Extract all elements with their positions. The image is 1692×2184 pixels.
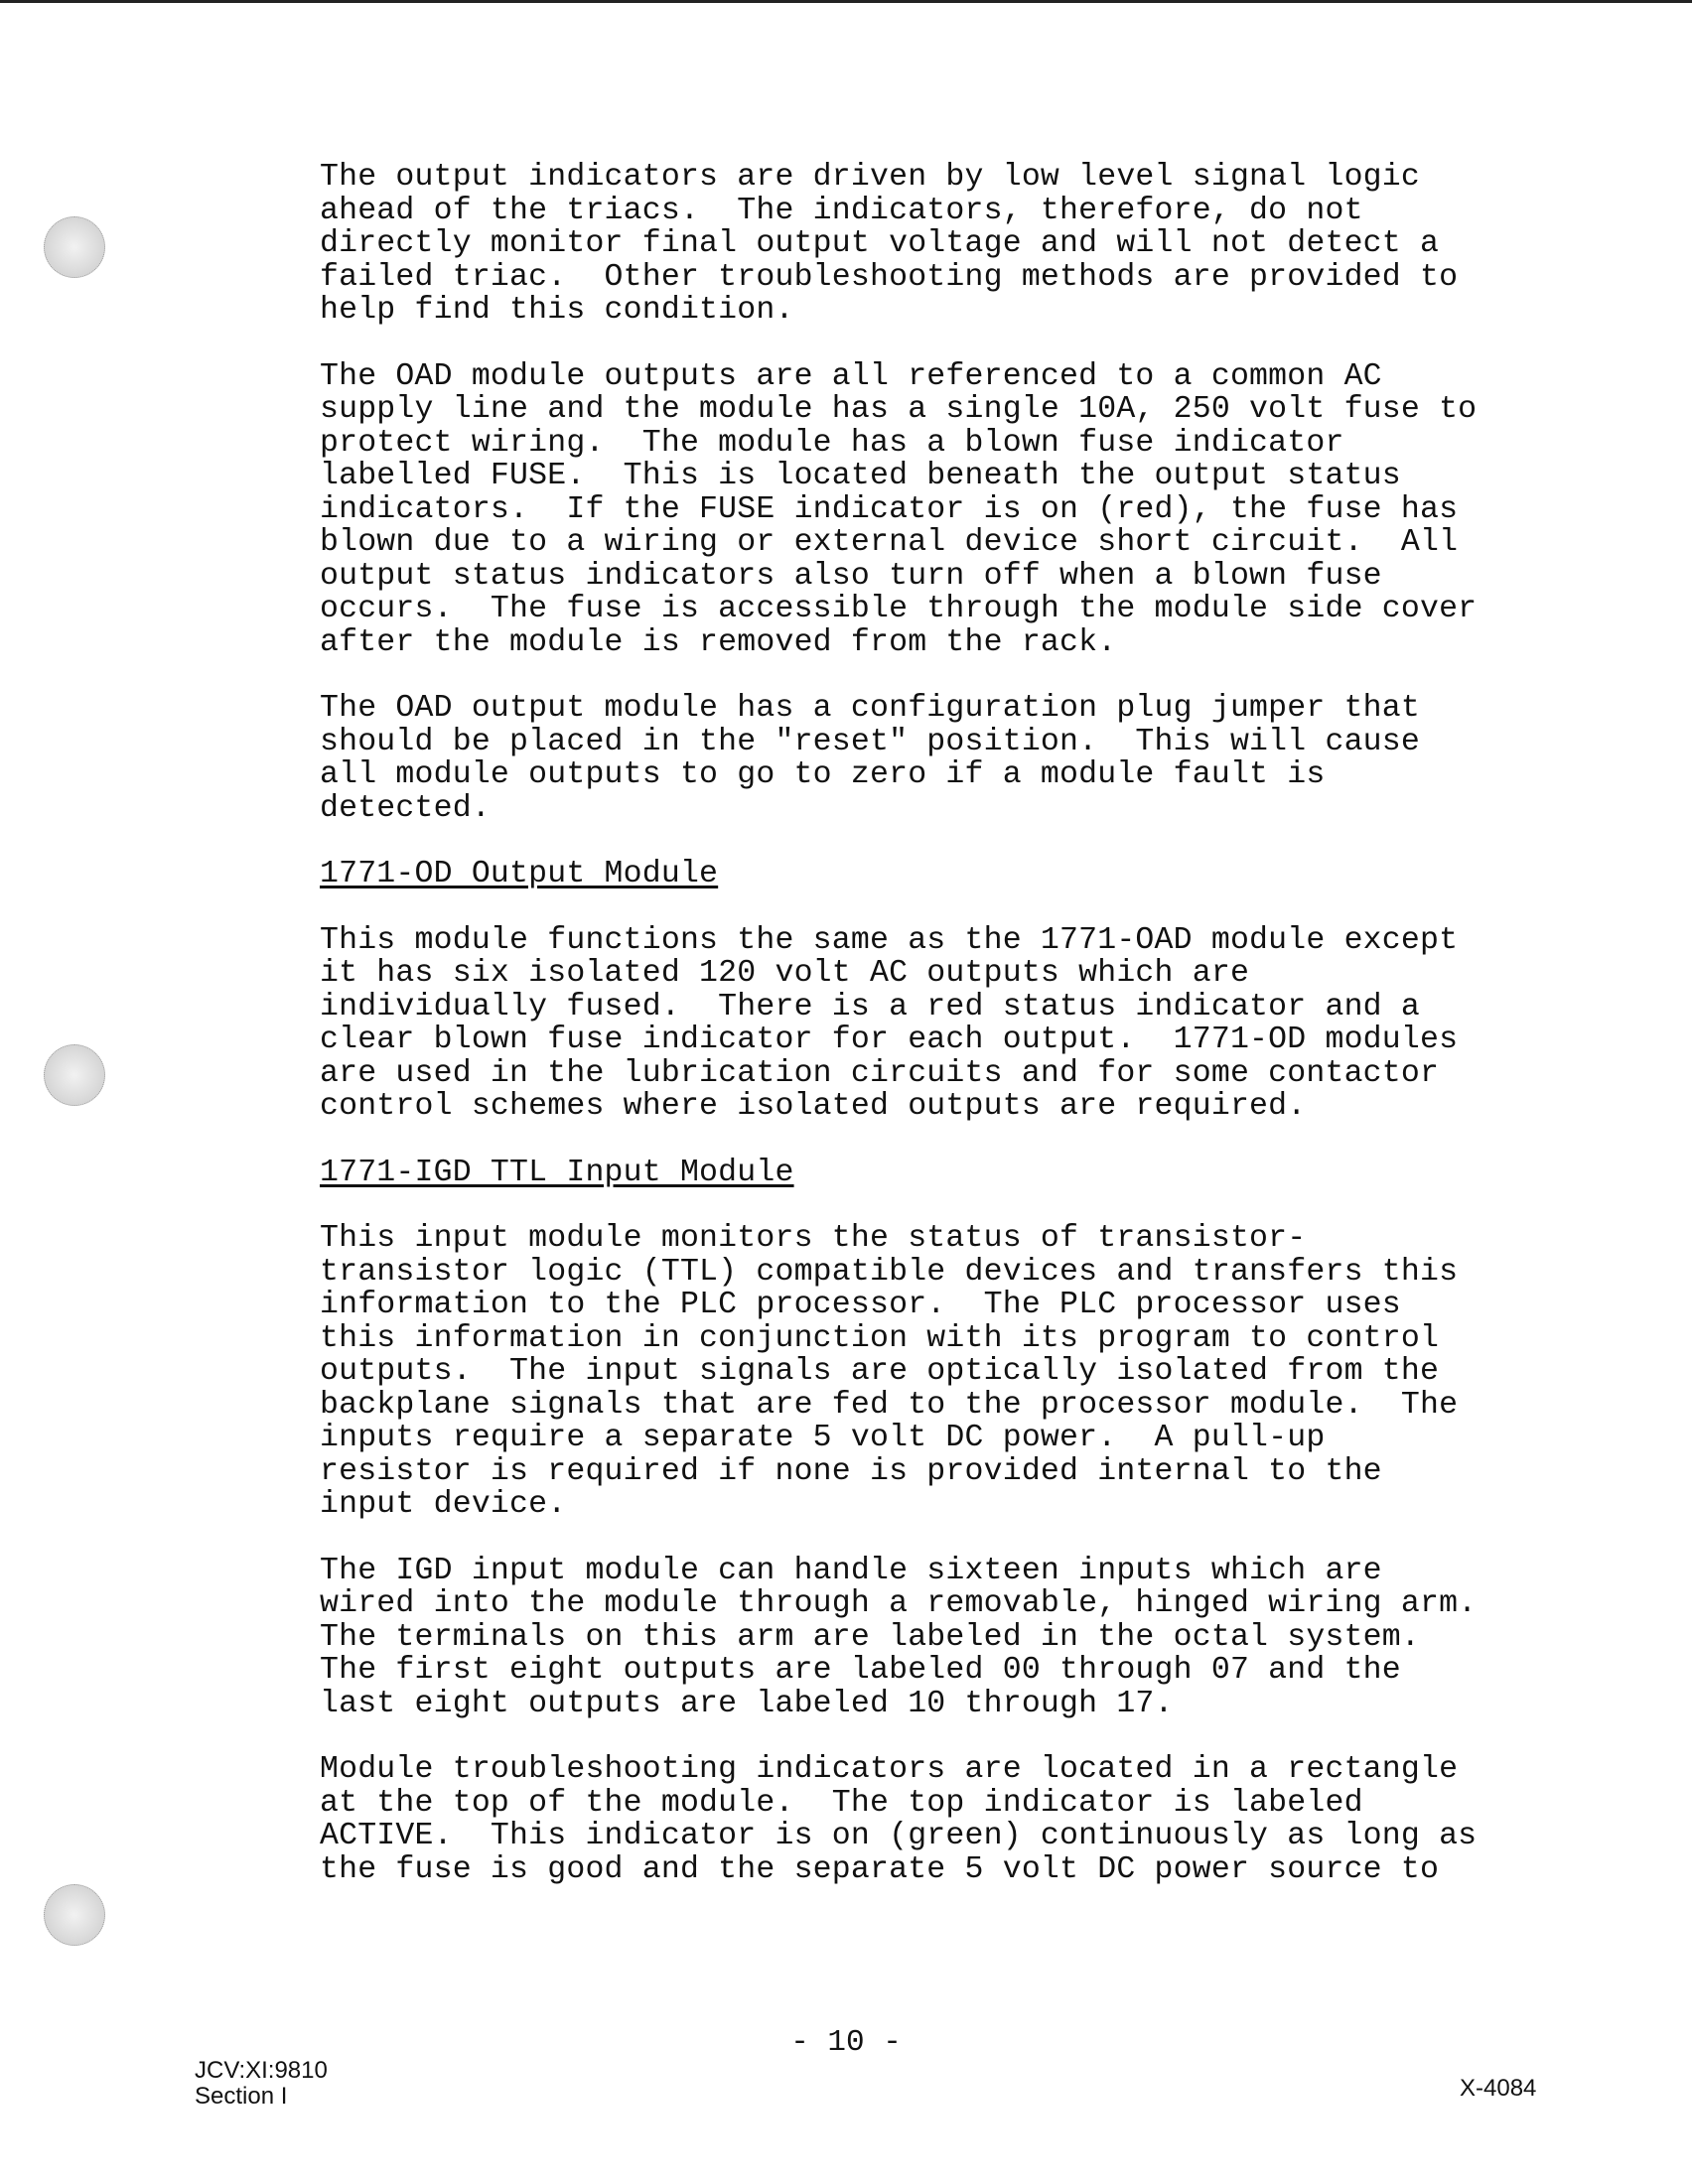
text-line: The first eight outputs are labeled 00 through 07 and the — [320, 1653, 1401, 1688]
text-line: last eight outputs are labeled 10 through 17. — [320, 1686, 1174, 1721]
text-line: blown due to a wiring or external device short circuit. All — [320, 525, 1459, 560]
text-line: supply line and the module has a single 10A, 250 volt fuse to — [320, 392, 1478, 427]
text-line: outputs. The input signals are optically isolated from the — [320, 1354, 1440, 1389]
text-line: control schemes where isolated outputs are required. — [320, 1089, 1307, 1124]
text-line: should be placed in the "reset" position. This will cause — [320, 724, 1420, 759]
section-heading — [320, 858, 1571, 891]
text-line: ACTIVE. This indicator is on (green) continuously as long as — [320, 1819, 1478, 1853]
text-line: detected. — [320, 790, 491, 826]
text-line: individually fused. There is a red status indicator and a — [320, 989, 1420, 1024]
text-line: this information in conjunction with its program to control — [320, 1320, 1440, 1356]
text-line: resistor is required if none is provided internal to the — [320, 1453, 1382, 1489]
text-line: This input module monitors the status of transistor- — [320, 1221, 1307, 1256]
paragraph — [320, 924, 1571, 1124]
text-line: backplane signals that are fed to the processor module. The — [320, 1387, 1459, 1423]
text-line: The output indicators are driven by low level signal logic — [320, 160, 1420, 195]
text-line: Module troubleshooting indicators are located in a rectangle — [320, 1752, 1459, 1787]
text-line: transistor logic (TTL) compatible devices and transfers this — [320, 1254, 1459, 1290]
top-scan-rule — [0, 0, 1692, 3]
text-line: labelled FUSE. This is located beneath the output status — [320, 459, 1401, 493]
text-line: clear blown fuse indicator for each output. 1771-OD modules — [320, 1023, 1459, 1057]
text-line: are used in the lubrication circuits and for some contactor — [320, 1055, 1440, 1091]
text-line: the fuse is good and the separate 5 volt DC power source to — [320, 1851, 1440, 1887]
text-line: after the module is removed from the rack. — [320, 624, 1117, 660]
text-line: The IGD input module can handle sixteen inputs which are — [320, 1553, 1382, 1588]
text-line: wired into the module through a removable, hinged wiring arm. — [320, 1586, 1478, 1621]
text-line: at the top of the module. The top indicator is labeled — [320, 1785, 1363, 1821]
text-line: help find this condition. — [320, 293, 794, 328]
text-line: directly monitor final output voltage and will not detect a — [320, 226, 1440, 261]
text-line: The OAD module outputs are all referenced to a common AC — [320, 358, 1382, 394]
text-line: it has six isolated 120 volt AC outputs which are — [320, 956, 1250, 991]
text-line: inputs require a separate 5 volt DC power. A pull-up — [320, 1421, 1326, 1455]
text-line: The terminals on this arm are labeled in the octal system. — [320, 1619, 1420, 1655]
section-heading — [320, 1157, 1571, 1190]
punch-hole-bottom — [44, 1884, 105, 1946]
footer-section: Section I — [195, 2083, 288, 2110]
footer-doc-code: JCV:XI:9810 — [195, 2057, 328, 2084]
text-line: ahead of the triacs. The indicators, therefore, do not — [320, 193, 1363, 228]
text-line: occurs. The fuse is accessible through the module side cover — [320, 592, 1478, 626]
punch-hole-top — [44, 216, 105, 278]
text-line: 1771-OD Output Module — [320, 857, 719, 891]
text-line: output status indicators also turn off when a blown fuse — [320, 558, 1382, 594]
paragraph — [320, 1555, 1571, 1721]
punch-hole-middle — [44, 1044, 105, 1106]
footer-document-id — [195, 2058, 328, 2110]
text-line: This module functions the same as the 1771-OAD module except — [320, 922, 1459, 958]
paragraph — [320, 360, 1571, 660]
paragraph — [320, 1222, 1571, 1522]
text-line: protect wiring. The module has a blown fuse indicator — [320, 425, 1344, 461]
paragraph — [320, 161, 1571, 328]
text-line: The OAD output module has a configuration plug jumper that — [320, 691, 1420, 726]
paragraph — [320, 692, 1571, 825]
text-line: failed triac. Other troubleshooting methods are provided to — [320, 259, 1459, 295]
text-line: all module outputs to go to zero if a module fault is — [320, 757, 1326, 792]
text-line: indicators. If the FUSE indicator is on (red), the fuse has — [320, 491, 1459, 527]
text-line: input device. — [320, 1487, 567, 1522]
text-line: information to the PLC processor. The PLC processor uses — [320, 1288, 1401, 1322]
paragraph — [320, 1753, 1571, 1886]
text-line: 1771-IGD TTL Input Module — [320, 1155, 794, 1190]
document-body — [320, 161, 1571, 1919]
page-number: - 10 - — [790, 2025, 902, 2060]
footer-drawing-number: X-4084 — [1460, 2075, 1537, 2102]
